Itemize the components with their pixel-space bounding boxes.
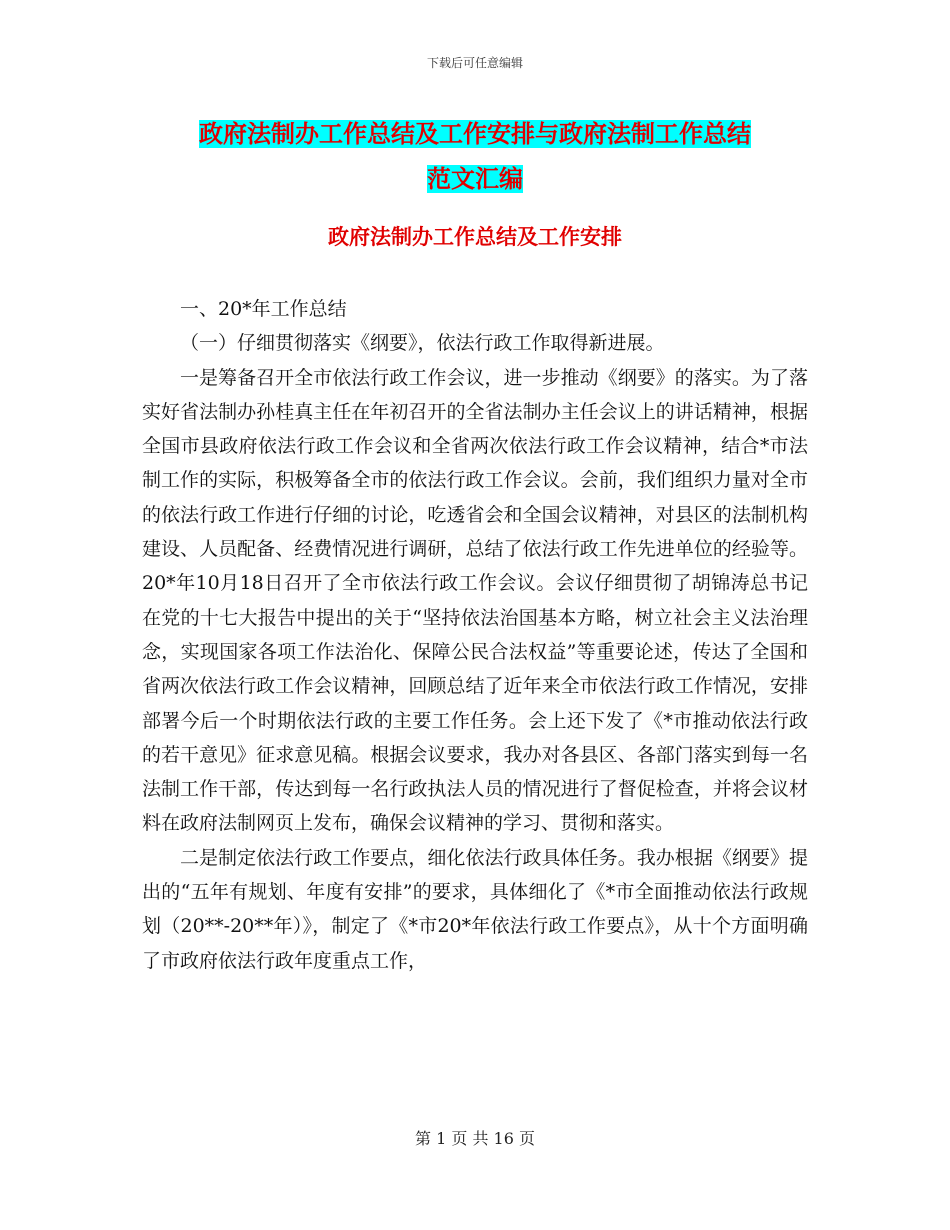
document-title-line2: 范文汇编: [427, 165, 523, 193]
page-footer: 第 1 页 共 16 页: [415, 1129, 535, 1148]
document-body: [142, 292, 808, 978]
document-title-line1: 政府法制办工作总结及工作安排与政府法制工作总结: [199, 120, 751, 148]
section-heading: 一、20*年工作总结: [180, 298, 347, 320]
paragraph-1: 一是筹备召开全市依法行政工作会议，进一步推动《纲要》的落实。为了落实好省法制办孙桂真主任在年初召开的全省法制办主任会议上的讲话精神，根据全国市县政府依法行政工作会议和全省两次依法行政工作会议精神，结合*市法制工作的实际，积极筹备全市的依法行政工作会议。会前，我们组织力量对全市的依法行政工作进行仔细的讨论，吃透省会和全国会议精神，对县区的法制机构建设、人员配备、经费情况进行调研，总结了依法行政工作先进单位的经验等。20*年10月18日召开了全市依法行政工作会议。会议仔细贯彻了胡锦涛总书记在党的十七大报告中提出的关于“坚持依法治国基本方略，树立社会主义法治理念，实现国家各项工作法治化、保障公民合法权益”等重要论述，传达了全国和省两次依法行政工作会议精神，回顾总结了近年来全市依法行政工作情况，安排部署今后一个时期依法行政的主要工作任务。会上还下发了《*市推动依法行政的若干意见》征求意见稿。根据会议要求，我办对各县区、各部门落实到每一名法制工作干部，传达到每一名行政执法人员的情况进行了督促检查，并将会议材料在政府法制网页上发布，确保会议精神的学习、贯彻和落实。: [142, 366, 808, 835]
subsection-heading: （一）仔细贯彻落实《纲要》，依法行政工作取得新进展。: [180, 332, 665, 355]
section-title: 政府法制办工作总结及工作安排: [328, 225, 622, 249]
document-title: [140, 112, 810, 202]
paragraph-2: 二是制定依法行政工作要点，细化依法行政具体任务。我办根据《纲要》提出的“五年有规划、年度有安排”的要求，具体细化了《*市全面推动依法行政规划（20**-20**年）》，制定了《*市20*年依法行政工作要点》，从十个方面明确了市政府依法行政年度重点工作，: [142, 846, 808, 972]
header-note: 下载后可任意编辑: [426, 56, 523, 70]
